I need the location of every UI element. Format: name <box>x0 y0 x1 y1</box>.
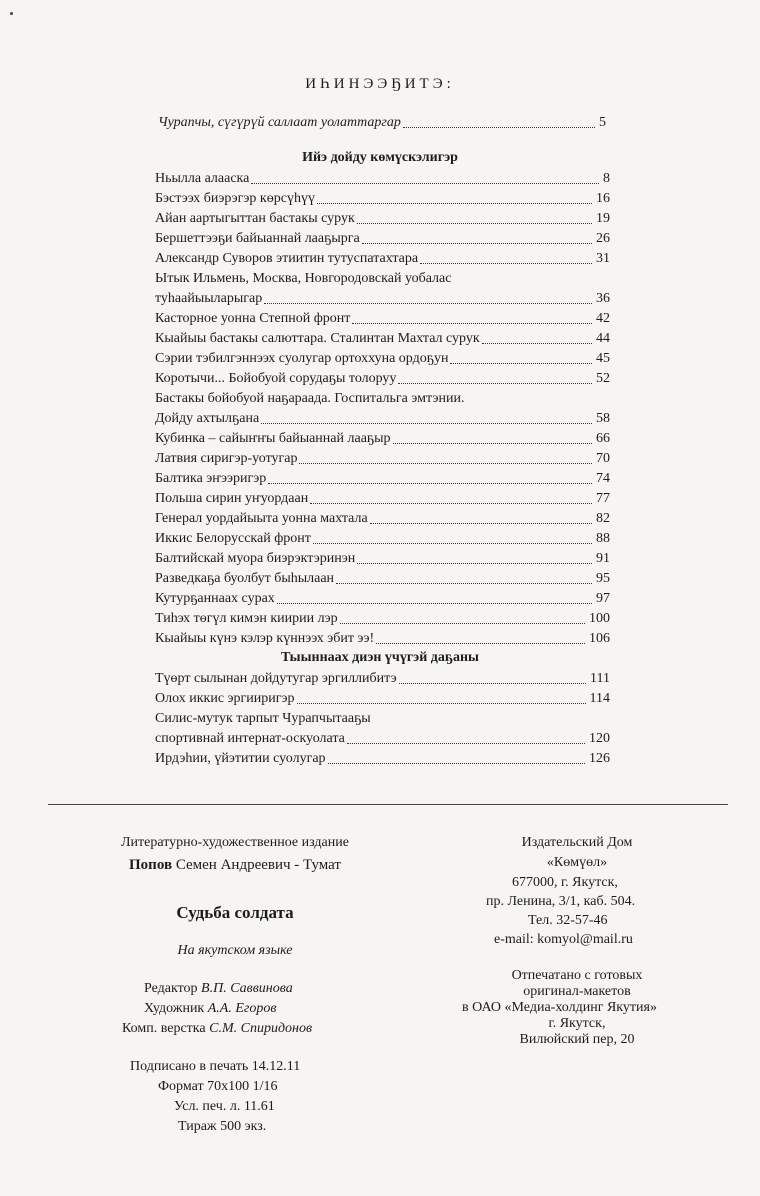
toc-entry <box>155 188 610 208</box>
toc-entry-title: Кыайыы бастакы салюттара. Сталинтан Махтал сурук <box>155 331 480 346</box>
toc-entry <box>155 428 610 448</box>
toc-entry-title: Латвия сиригэр-уотугар <box>155 451 298 466</box>
author-rest: Семен Андреевич - Тумат <box>175 857 341 873</box>
toc-entry-page: 126 <box>589 751 610 766</box>
dot-leader <box>370 523 592 524</box>
toc-entry-page: 114 <box>589 691 610 706</box>
address-line-1: 677000, г. Якутск, <box>512 875 618 890</box>
printed-line-4: г. Якутск, <box>548 1016 606 1031</box>
toc-entry-page: 111 <box>590 671 610 686</box>
toc-entry-page: 74 <box>596 471 610 486</box>
toc-entry-title: Ньылла алааска <box>155 171 250 186</box>
toc-entry-page: 42 <box>596 311 610 326</box>
toc-entry <box>155 668 610 688</box>
dot-leader <box>403 127 595 128</box>
dot-leader <box>450 363 592 364</box>
toc-entry <box>155 208 610 228</box>
toc-entry-page: 106 <box>589 631 610 646</box>
toc-entry-title: Ирдэһии, үйэтитии суолугар <box>155 751 326 766</box>
speck <box>10 12 13 15</box>
dot-leader <box>399 683 586 684</box>
toc-entry-title: Кубинка – сайыҥҥы байыаннай лааҕыр <box>155 431 391 446</box>
dot-leader <box>297 703 586 704</box>
toc-entry-title: Тиһэх төгүл кимэн киирии лэр <box>155 611 338 626</box>
publisher: Издательский Дом <box>521 835 633 850</box>
dot-leader <box>376 643 585 644</box>
publisher-name: «Көмүөл» <box>546 855 608 870</box>
dot-leader <box>328 763 585 764</box>
toc-entry-page: 70 <box>596 451 610 466</box>
layout-name: С.М. Спиридонов <box>209 1021 313 1036</box>
toc-entry-page: 16 <box>596 191 610 206</box>
toc-entry-page: 77 <box>596 491 610 506</box>
toc-entry <box>155 408 610 428</box>
phone: Тел. 32-57-46 <box>528 913 608 928</box>
dot-leader <box>398 383 592 384</box>
toc-entry-page: 100 <box>589 611 610 626</box>
signed-date: Подписано в печать 14.12.11 <box>130 1059 301 1074</box>
layout-line <box>122 1020 312 1038</box>
language-note: На якутском языке <box>177 943 293 958</box>
toc-entry <box>155 528 610 548</box>
printed-line-1: Отпечатано с готовых <box>511 968 643 983</box>
dot-leader <box>251 183 599 184</box>
toc-entry <box>155 728 610 748</box>
toc-entry-title-line1: Ытык Ильмень, Москва, Новгородовскай уобалас <box>155 271 452 286</box>
toc-entry-title: Генерал уордайыыта уонна махтала <box>155 511 368 526</box>
toc-entry-title: Дойду ахтылҕана <box>155 411 260 426</box>
toc-entry-title: спортивнай интернат-оскуолата <box>155 731 345 746</box>
toc-entry-title: Түөрт сылынан дойдутугар эргиллибитэ <box>155 671 397 686</box>
toc-entry-page: 26 <box>596 231 610 246</box>
toc-entry <box>155 628 610 648</box>
artist-line <box>144 1000 276 1018</box>
toc-entry-title: Александр Суворов этиитин тутуспатахтара <box>155 251 419 266</box>
toc-entry-title: Разведкаҕа буолбут быһылаан <box>155 571 335 586</box>
toc-entry <box>155 288 610 308</box>
toc-entry-page: 82 <box>596 511 610 526</box>
toc-entry-page: 45 <box>596 351 610 366</box>
toc-entry-page: 5 <box>599 115 606 130</box>
print-run: Тираж 500 экз. <box>178 1119 267 1134</box>
toc-entry-title: Бершеттээҕи байыаннай лааҕырга <box>155 231 360 246</box>
dot-leader <box>310 503 592 504</box>
toc-entry <box>155 168 610 188</box>
toc-entry-title: Кыайыы күнэ кэлэр күннээх эбит ээ! <box>155 631 375 646</box>
toc-entry-page: 97 <box>596 591 610 606</box>
toc-entry-title: Бэстээх биэрэгэр көрсүһүү <box>155 191 315 206</box>
toc-entry-title: Иккис Белорусскай фронт <box>155 531 311 546</box>
toc-entry-title: Чурапчы, сүгүрүй саллаат уолаттаргар <box>158 115 401 130</box>
toc-entry <box>155 308 610 328</box>
dot-leader <box>336 583 592 584</box>
toc-entry <box>155 228 610 248</box>
dot-leader <box>264 303 592 304</box>
toc-entry <box>155 448 610 468</box>
printed-line-3: в ОАО «Медиа-холдинг Якутия» <box>462 1000 657 1015</box>
toc-entry-page: 19 <box>596 211 610 226</box>
edition-type: Литературно-художественное издание <box>121 835 349 850</box>
editor-line <box>144 980 293 998</box>
dot-leader <box>362 243 592 244</box>
toc-heading: ИҺИНЭЭҔИТЭ: <box>305 76 455 92</box>
email: e-mail: komyol@mail.ru <box>494 932 633 947</box>
dot-leader <box>357 563 592 564</box>
toc-entry <box>155 488 610 508</box>
dot-leader <box>482 343 592 344</box>
artist-label: Художник <box>144 1001 205 1016</box>
toc-entry-title: Балтика эҥээригэр <box>155 471 267 486</box>
dot-leader <box>317 203 592 204</box>
format: Формат 70х100 1/16 <box>158 1079 278 1094</box>
dot-leader <box>352 323 592 324</box>
toc-entry <box>155 608 610 628</box>
toc-entry <box>155 508 610 528</box>
printed-line-5: Вилюйский пер, 20 <box>519 1032 635 1047</box>
toc-entry <box>155 328 610 348</box>
toc-entry-title-line1: Бастакы бойобуой наҕараада. Госпитальга эмтэнии. <box>155 391 465 406</box>
dot-leader <box>357 223 592 224</box>
dot-leader <box>299 463 592 464</box>
toc-entry-page: 31 <box>596 251 610 266</box>
toc-entry-page: 120 <box>589 731 610 746</box>
dot-leader <box>268 483 592 484</box>
toc-entry-page: 91 <box>596 551 610 566</box>
toc-entry-page: 88 <box>596 531 610 546</box>
divider <box>48 804 728 805</box>
toc-entry-title: Кутурҕаннаах сурах <box>155 591 275 606</box>
toc-entry-title: туһаайыыларыгар <box>155 291 263 306</box>
dot-leader <box>277 603 592 604</box>
toc-entry-title: Польша сирин уҥуордаан <box>155 491 309 506</box>
dot-leader <box>261 423 592 424</box>
toc-entry-title: Айан аартыгыттан бастакы сурук <box>155 211 355 226</box>
toc-entry-title: Коротычи... Бойобуой сорудаҕы толоруу <box>155 371 397 386</box>
dot-leader <box>313 543 592 544</box>
address-line-2: пр. Ленина, 3/1, каб. 504. <box>486 894 636 909</box>
toc-entry <box>155 368 610 388</box>
toc-entry <box>155 348 610 368</box>
dot-leader <box>420 263 592 264</box>
toc-entry-page: 58 <box>596 411 610 426</box>
toc-entry <box>155 248 610 268</box>
dot-leader <box>347 743 585 744</box>
toc-entry <box>155 688 610 708</box>
toc-entry <box>155 748 610 768</box>
toc-entry-page: 44 <box>596 331 610 346</box>
toc-section-heading: Ийэ дойду көмүскэлигэр <box>302 150 458 165</box>
toc-entry <box>155 568 610 588</box>
toc-entry-page: 52 <box>596 371 610 386</box>
toc-entry-page: 95 <box>596 571 610 586</box>
toc-entry <box>155 588 610 608</box>
printed-line-2: оригинал-макетов <box>523 984 631 999</box>
toc-entry <box>158 112 606 132</box>
layout-label: Комп. верстка <box>122 1021 206 1036</box>
artist-name: А.А. Егоров <box>207 1001 277 1016</box>
author-last-name: Попов <box>129 857 173 873</box>
editor-name: В.П. Саввинова <box>201 981 293 996</box>
toc-entry <box>155 468 610 488</box>
toc-entry-title: Балтийскай муора биэрэктэринэн <box>155 551 356 566</box>
toc-entry <box>155 548 610 568</box>
toc-entry-title-line1: Силис-мутук тарпыт Чурапчытааҕы <box>155 711 371 726</box>
author-line <box>80 856 390 874</box>
dot-leader <box>340 623 585 624</box>
print-sheets: Усл. печ. л. 11.61 <box>174 1099 275 1114</box>
toc-entry-page: 66 <box>596 431 610 446</box>
book-title: Судьба солдата <box>176 903 294 922</box>
dot-leader <box>393 443 592 444</box>
toc-section-heading: Тыыннаах диэн үчүгэй даҕаны <box>281 650 479 665</box>
toc-entry-page: 8 <box>603 171 610 186</box>
toc-entry-title: Сэрии тэбилгэннээх суолугар ортоххуна ордоҕун <box>155 351 449 366</box>
toc-entry-title: Олох иккис эргииригэр <box>155 691 295 706</box>
editor-label: Редактор <box>144 981 198 996</box>
toc-entry-page: 36 <box>596 291 610 306</box>
toc-entry-title: Касторное уонна Степной фронт <box>155 311 351 326</box>
